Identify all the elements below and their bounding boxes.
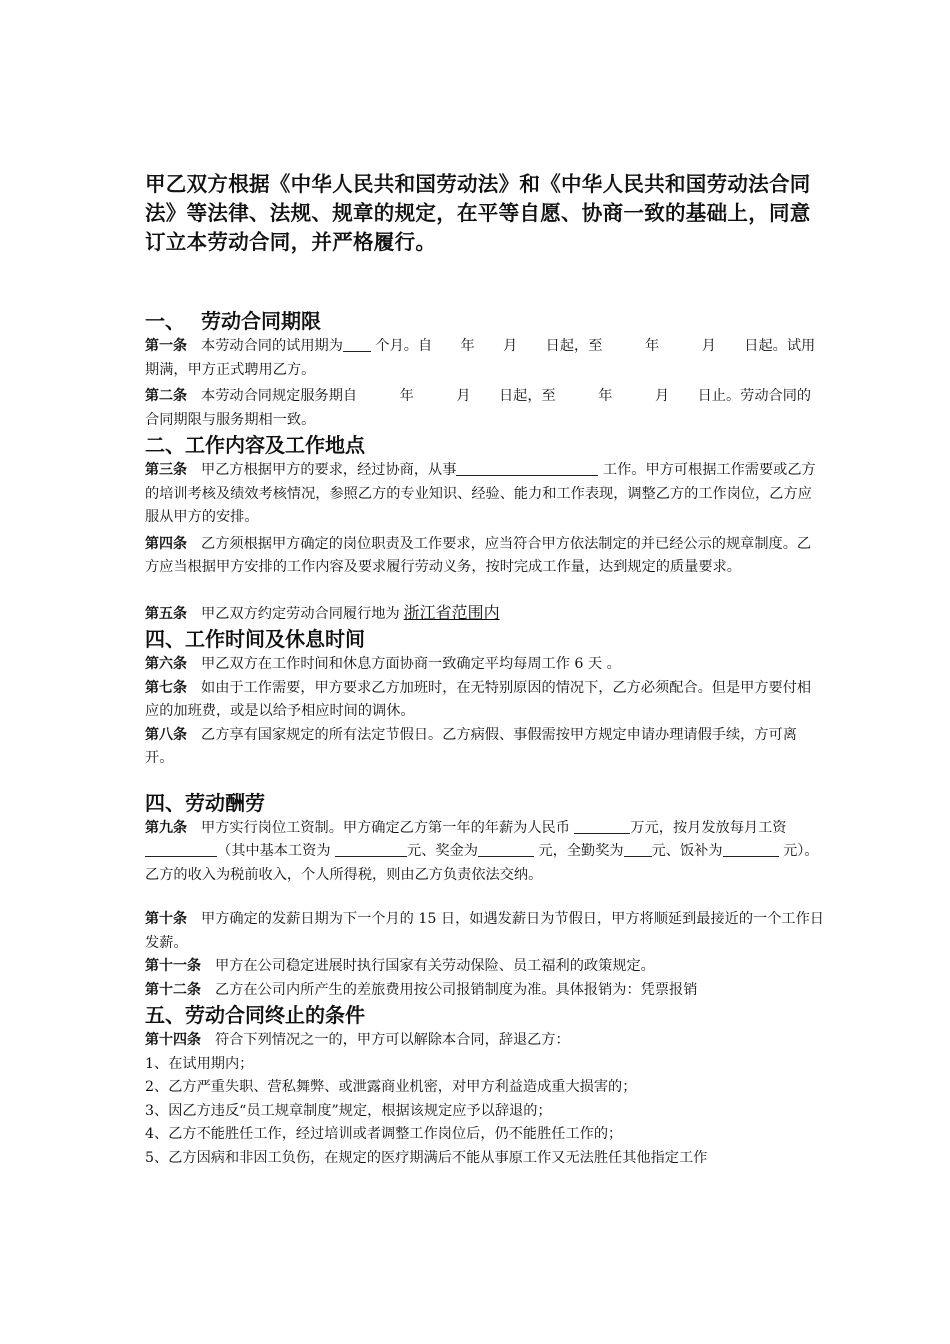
article-text: 甲方实行岗位工资制。甲方确定乙方第一年的年薪为人民币 bbox=[201, 819, 575, 836]
article-text: 工作。甲方可根据工作需要或乙方的培训考核及绩效考核情况，参照乙方的专业知识、经验、能力和工作表现，调整乙方的工作岗位，乙方应服从甲方的安排。 bbox=[145, 462, 816, 525]
article-text: 乙方在公司内所产生的差旅费用按公司报销制度为准。具体报销为：凭票报销 bbox=[215, 981, 698, 998]
article-2 bbox=[145, 385, 825, 432]
section-heading-pay: 四、劳动酬劳 bbox=[145, 790, 265, 815]
article-label: 第十一条 bbox=[145, 958, 201, 974]
article-text: 符合下列情况之一的，甲方可以解除本合同，辞退乙方： bbox=[215, 1032, 570, 1048]
article-text: 元）。 乙方的收入为税前收入，个人所得税，则由乙方负责依法交纳。 bbox=[145, 843, 819, 883]
section-number: 一、 bbox=[145, 309, 185, 333]
article-9 bbox=[145, 817, 825, 888]
list-item: 3、因乙方违反“员工规章制度”规定，根据该规定应予以辞退的； bbox=[145, 1102, 552, 1119]
article-text: 甲乙双方约定劳动合同履行地为 bbox=[201, 605, 400, 622]
article-1 bbox=[145, 335, 825, 382]
article-text: 元，全勤奖为 bbox=[533, 843, 624, 859]
blank-field bbox=[456, 459, 598, 476]
article-label: 第八条 bbox=[145, 726, 187, 743]
article-3 bbox=[145, 459, 825, 530]
intro-paragraph: 甲乙双方根据《中华人民共和国劳动法》和《中华人民共和国劳动法合同法》等法律、法规、规章的规定，在平等自愿、协商一致的基础上，同意订立本劳动合同，并严格履行。 bbox=[145, 172, 811, 254]
article-label: 第三条 bbox=[145, 462, 187, 478]
section-heading-work: 二、工作内容及工作地点 bbox=[145, 433, 365, 457]
blank-field bbox=[723, 840, 779, 857]
article-4 bbox=[145, 533, 825, 580]
article-label: 第六条 bbox=[145, 656, 187, 672]
blank-field bbox=[335, 840, 407, 857]
article-text: 元、饭补为 bbox=[651, 843, 723, 859]
article-text: 甲方在公司稳定进展时执行国家有关劳动保险、员工福利的政策规定。 bbox=[215, 958, 655, 974]
article-text: 个月。自 年 月 日起，至 年 月 日起。试用期满，甲方正式聘用乙方。 bbox=[145, 338, 816, 378]
article-12 bbox=[145, 979, 825, 1003]
work-location: 浙江省范围内 bbox=[403, 602, 500, 622]
article-7 bbox=[145, 677, 825, 724]
article-text: （其中基本工资为 bbox=[217, 843, 336, 859]
spacer bbox=[145, 887, 825, 908]
section-heading-termination: 五、劳动合同终止的条件 bbox=[145, 1003, 365, 1027]
article-text: 乙方享有国家规定的所有法定节假日。乙方病假、事假需按甲方规定申请办理请假手续，方可离开。 bbox=[145, 726, 797, 766]
article-text: 如由于工作需要，甲方要求乙方加班时，在无特别原因的情况下，乙方必须配合。但是甲方要付相应的加班费，或是以给予相应时间的调休。 bbox=[145, 679, 812, 719]
article-text: 万元，按月发放每月工资 bbox=[630, 819, 787, 836]
section-title: 劳动合同期限 bbox=[201, 309, 321, 333]
article-text: 乙方须根据甲方确定的岗位职责及工作要求，应当符合甲方依法制定的并已经公示的规章制度。乙方应当根据甲方安排的工作内容及要求履行劳动义务，按时完成工作量，达到规定的质量要求。 bbox=[145, 535, 812, 575]
article-text: 本劳动合同的试用期为 bbox=[201, 338, 343, 354]
article-label: 第二条 bbox=[145, 388, 187, 404]
spacer bbox=[145, 580, 825, 601]
article-label: 第五条 bbox=[145, 605, 187, 622]
article-label: 第九条 bbox=[145, 819, 187, 836]
article-label: 第七条 bbox=[145, 679, 187, 696]
article-text: 元、奖金为 bbox=[407, 843, 478, 859]
article-text: 甲乙双方在工作时间和休息方面协商一致确定平均每周工作 6 天 。 bbox=[201, 656, 621, 672]
section-heading-hours: 四、工作时间及休息时间 bbox=[145, 627, 365, 651]
article-5 bbox=[145, 601, 825, 627]
blank-field bbox=[574, 817, 630, 834]
article-text: 本劳动合同规定服务期自 年 月 日起，至 年 月 日止。劳动合同的合同期限与服务期相一致。 bbox=[145, 388, 812, 428]
article-label: 第十四条 bbox=[145, 1032, 201, 1048]
article-label: 第一条 bbox=[145, 338, 187, 354]
article-label: 第四条 bbox=[145, 535, 187, 552]
article-14 bbox=[145, 1029, 825, 1053]
blank-field bbox=[145, 840, 217, 857]
blank-field bbox=[343, 335, 371, 352]
article-11 bbox=[145, 955, 825, 979]
spacer bbox=[145, 771, 825, 790]
article-8 bbox=[145, 724, 825, 771]
article-label: 第十二条 bbox=[145, 981, 201, 998]
article-label: 第十条 bbox=[145, 911, 187, 927]
blank-field bbox=[478, 840, 534, 857]
article-text: 甲方确定的发薪日期为下一个月的 15 日，如遇发薪日为节假日，甲方将顺延到最接近的一个工作日发薪。 bbox=[145, 911, 824, 951]
list-item: 1、在试用期内； bbox=[145, 1055, 254, 1072]
section-heading-term bbox=[145, 308, 825, 335]
article-6 bbox=[145, 653, 825, 677]
list-item: 5、乙方因病和非因工负伤，在规定的医疗期满后不能从事原工作又无法胜任其他指定工作 bbox=[145, 1149, 708, 1166]
contract-body bbox=[145, 170, 825, 1170]
list-item: 4、乙方不能胜任工作，经过培训或者调整工作岗位后，仍不能胜任工作的； bbox=[145, 1126, 623, 1142]
article-10 bbox=[145, 908, 825, 955]
article-text: 甲乙方根据甲方的要求，经过协商，从事 bbox=[201, 462, 457, 478]
blank-field bbox=[624, 840, 652, 857]
list-item: 2、乙方严重失职、营私舞弊、或泄露商业机密，对甲方利益造成重大损害的； bbox=[145, 1079, 637, 1095]
